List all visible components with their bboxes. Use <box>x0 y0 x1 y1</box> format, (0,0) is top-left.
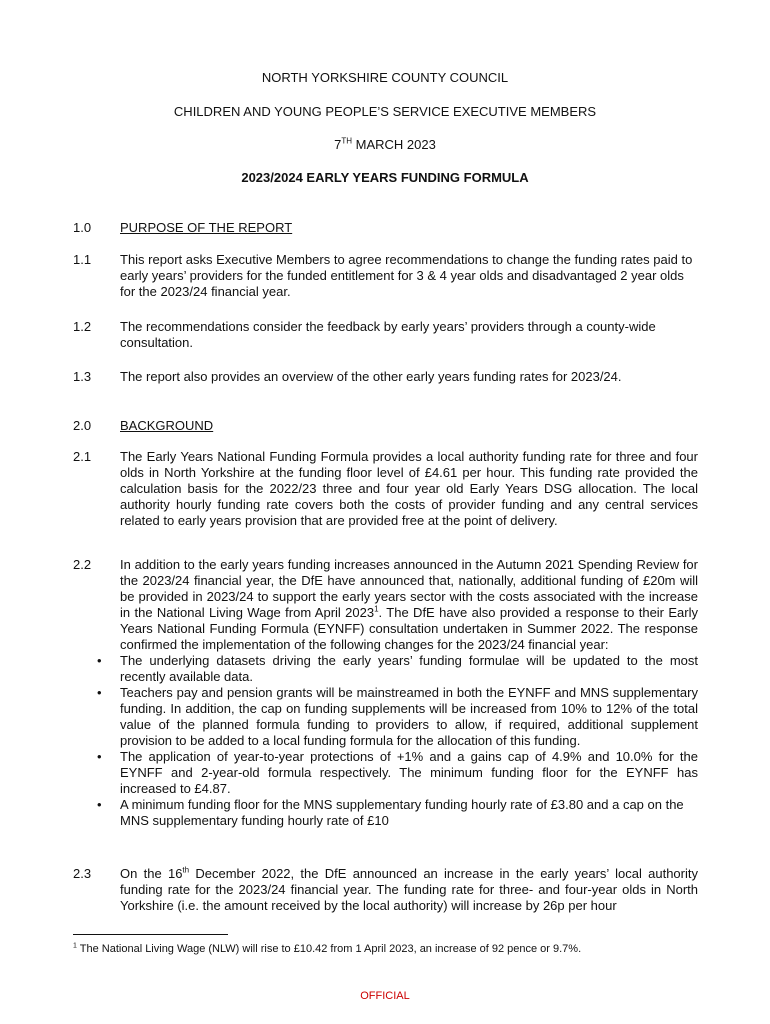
list-item: • A minimum funding floor for the MNS supplementary funding hourly rate of £3.80 and a cap on the MNS supplementary funding hourly rate of £10 <box>73 797 698 829</box>
section-text: The report also provides an overview of the other early years funding rates for 2023/24. <box>120 369 622 384</box>
section-heading: PURPOSE OF THE REPORT <box>120 220 293 235</box>
date-suffix: TH <box>341 136 353 146</box>
section-number: 1.2 <box>73 319 92 334</box>
section-text <box>120 866 698 914</box>
section-number: 1.3 <box>73 369 92 384</box>
meeting-date <box>0 137 770 153</box>
section-number: 2.1 <box>73 449 92 464</box>
section-number: 2.0 <box>73 418 92 433</box>
section-number: 2.2 <box>73 557 92 572</box>
council-name: NORTH YORKSHIRE COUNTY COUNCIL <box>261 70 509 85</box>
list-item: • The application of year-to-year protections of +1% and a gains cap of 4.9% and 10.0% for the EYNFF and 2-year-old formula respectively. The minimum funding floor for the EYNFF has increased to £4.87. <box>73 749 698 797</box>
section-1-3 <box>73 369 698 385</box>
footnote-mark: 1 <box>73 942 77 950</box>
classification-label: OFFICIAL <box>360 990 410 1002</box>
section-text-part: In addition to the early years funding increases announced in the Autumn 2021 Spending Review for the 2023/24 financial year, the DfE have announced that, nationally, additional funding of £20m will be provided in 2023/24 to support the early years sector with the costs associated with the increase in the National Living Wage from April 2023 <box>120 557 698 620</box>
committee-name: CHILDREN AND YOUNG PEOPLE’S SERVICE EXECUTIVE MEMBERS <box>173 104 597 119</box>
section-2-2 <box>73 557 698 829</box>
bullet-list <box>73 653 698 829</box>
list-item: • Teachers pay and pension grants will be mainstreamed in both the EYNFF and MNS supplementary funding. In addition, the cap on funding supplements will be increased from 10% to 12% of the total value of the planned formula funding to providers to allow, if required, additional supplement provision to be added to a local funding formula for the allocation of this funding. <box>73 685 698 749</box>
date-rest: MARCH 2023 <box>352 137 436 152</box>
report-title: 2023/2024 EARLY YEARS FUNDING FORMULA <box>241 170 529 185</box>
footnote-text: The National Living Wage (NLW) will rise to £10.42 from 1 April 2023, an increase of 92 pence or 9.7%. <box>76 943 582 955</box>
section-text <box>120 557 698 653</box>
section-number: 1.0 <box>73 220 92 235</box>
section-body <box>120 557 698 829</box>
section-1-0 <box>73 220 698 236</box>
section-1-1 <box>73 252 698 300</box>
ordinal-suffix: th <box>182 865 190 875</box>
footnote <box>73 942 713 956</box>
section-2-1 <box>73 449 698 529</box>
section-2-3 <box>73 866 698 914</box>
section-text-part: On the 16 <box>120 866 183 881</box>
section-text: This report asks Executive Members to agree recommendations to change the funding rates paid to early years’ providers for the funded entitlement for 3 & 4 year olds and disadvantaged 2 year olds for the 2023/24 financial year. <box>120 252 693 299</box>
section-number: 1.1 <box>73 252 92 267</box>
section-text: The Early Years National Funding Formula provides a local authority funding rate for three and four olds in North Yorkshire at the funding floor level of £4.61 per hour. This funding rate provided the calculation basis for the 2022/23 three and four year old Early Years DSG allocation. The local authority hourly funding rate covers both the costs of provider funding and any central services related to early years provision that are provided free at the point of delivery. <box>120 449 698 528</box>
section-text-part: December 2022, the DfE announced an increase in the early years’ local authority funding rate for the 2023/24 financial year. The funding rate for three- and four-year olds in North Yorkshire (i.e. the amount received by the local authority) will increase by 26p per hour <box>120 866 698 913</box>
section-2-0 <box>73 418 698 434</box>
footnote-divider <box>73 934 228 935</box>
section-heading: BACKGROUND <box>120 418 214 433</box>
section-text-part: . The DfE have also provided a response to their Early Years National Funding Formula (EYNFF) consultation undertaken in Summer 2022. The response confirmed the implementation of the following changes for the 2023/24 financial year: <box>120 605 698 652</box>
footnote-reference: 1 <box>374 604 379 614</box>
section-number: 2.3 <box>73 866 92 881</box>
section-text: The recommendations consider the feedback by early years’ providers through a county-wide consultation. <box>120 319 656 350</box>
list-item: • The underlying datasets driving the early years’ funding formulae will be updated to the most recently available data. <box>73 653 698 685</box>
date-day: 7 <box>334 137 342 152</box>
section-1-2 <box>73 319 698 351</box>
